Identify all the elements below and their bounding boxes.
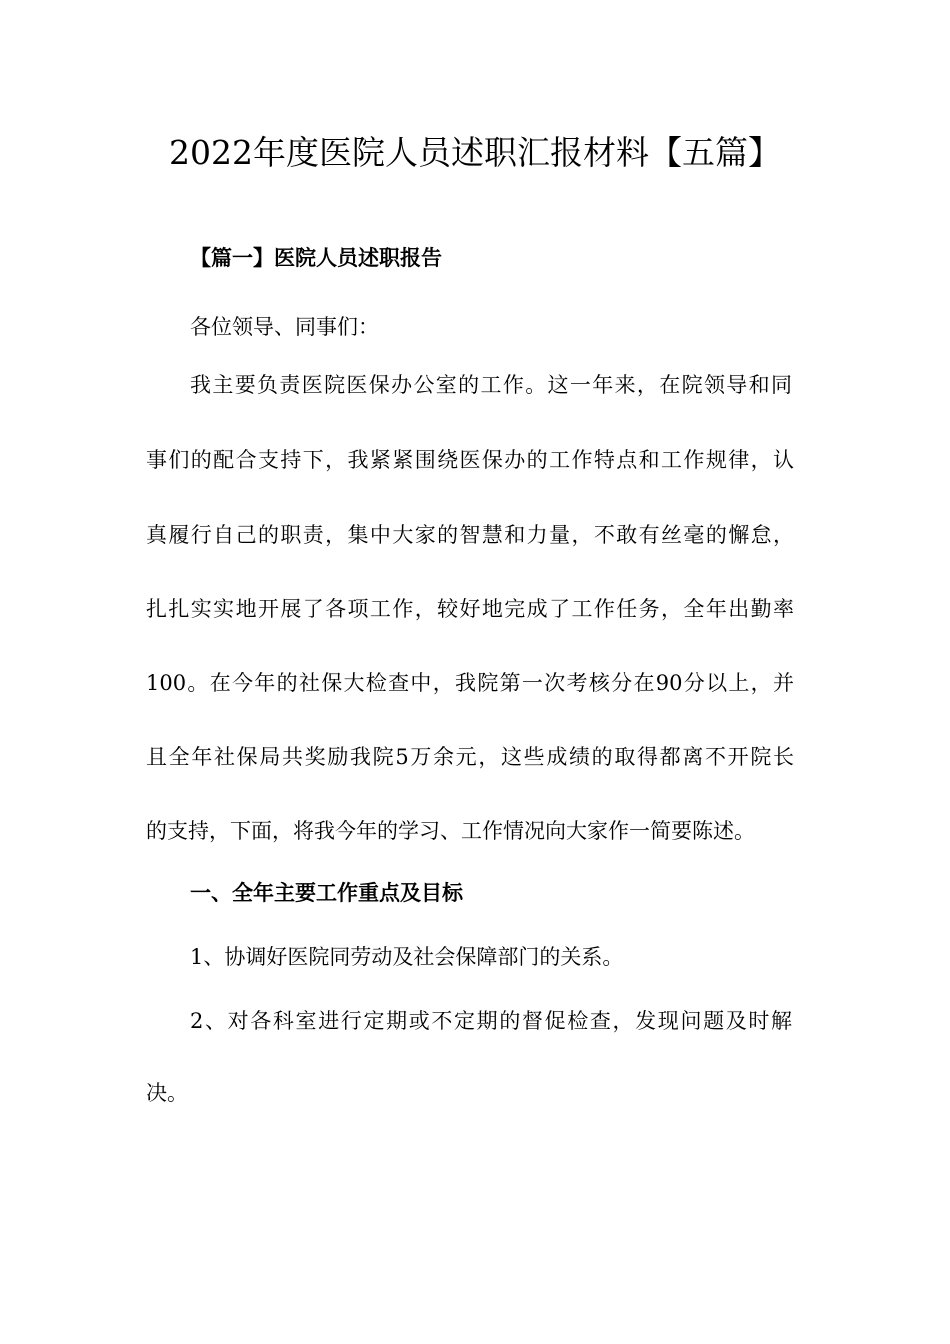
paragraph-line: 的支持，下面，将我今年的学习、工作情况向大家作一简要陈述。 xyxy=(146,819,755,843)
paragraph-line: 真履行自己的职责，集中大家的智慧和力量，不敢有丝毫的懈怠， xyxy=(146,523,794,547)
paragraph-line: 事们的配合支持下，我紧紧围绕医保办的工作特点和工作规律，认 xyxy=(146,448,794,472)
list-item-line: 决。 xyxy=(146,1081,188,1105)
list-item-line: 2、对各科室进行定期或不定期的督促检查，发现问题及时解 xyxy=(190,1009,792,1033)
subheading: 一、全年主要工作重点及目标 xyxy=(190,880,463,905)
paragraph-line: 扎扎实实地开展了各项工作，较好地完成了工作任务，全年出勤率 xyxy=(146,597,794,621)
paragraph-line: 100。在今年的社保大检查中，我院第一次考核分在90分以上，并 xyxy=(146,671,794,695)
paragraph-line: 且全年社保局共奖励我院5万余元，这些成绩的取得都离不开院长 xyxy=(146,745,794,769)
list-item: 1、协调好医院同劳动及社会保障部门的关系。 xyxy=(190,945,624,969)
paragraph-line: 我主要负责医院医保办公室的工作。这一年来，在院领导和同 xyxy=(190,373,792,397)
salutation: 各位领导、同事们： xyxy=(190,315,379,339)
document-title: 2022年度医院人员述职汇报材料【五篇】 xyxy=(169,133,781,172)
section-heading: 【篇一】医院人员述职报告 xyxy=(190,245,442,270)
